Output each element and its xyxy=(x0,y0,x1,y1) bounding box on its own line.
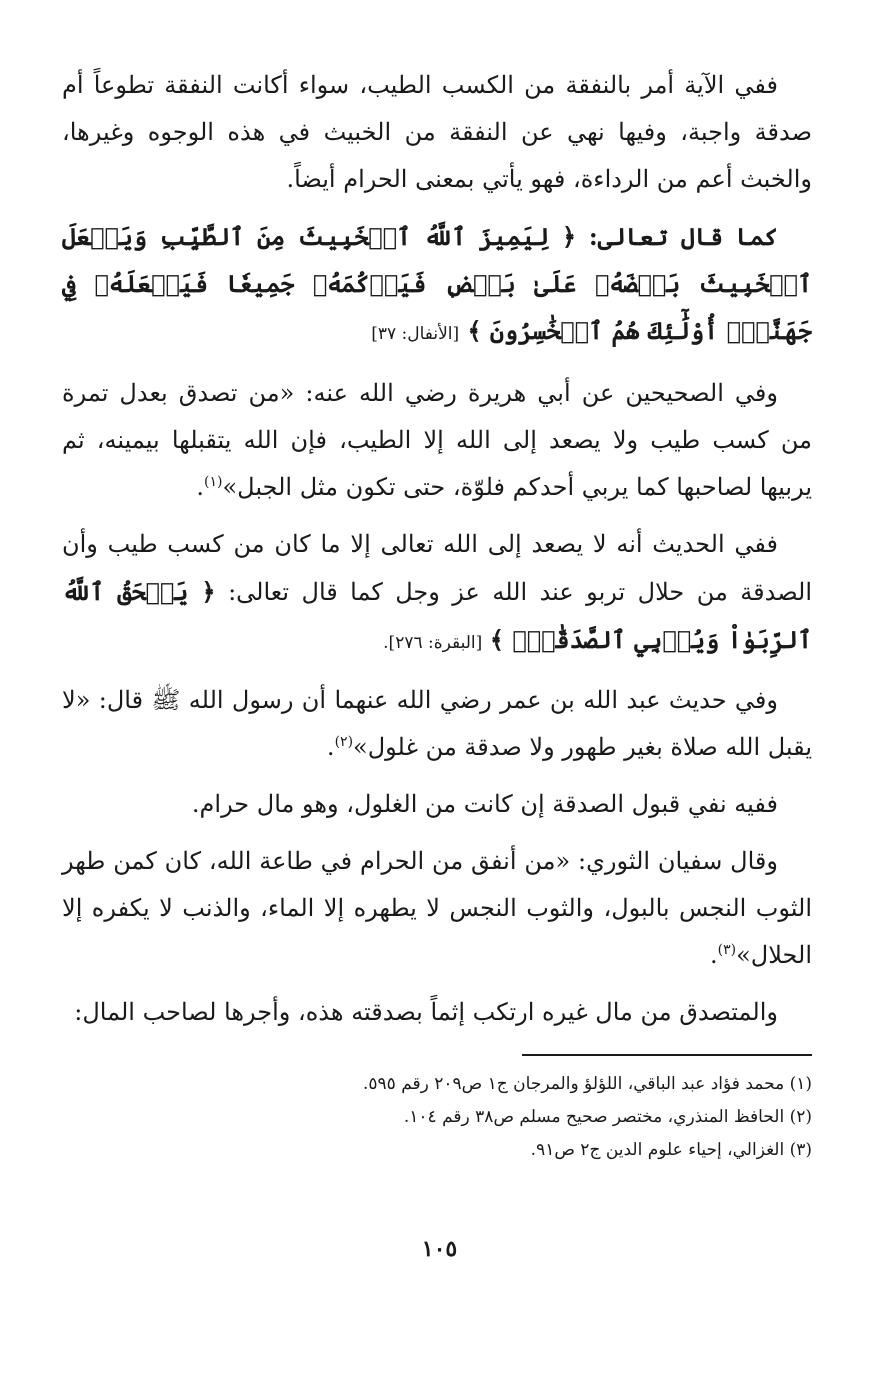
footnote-marker-2: (٢) xyxy=(334,734,354,750)
verse-baqara-reference: [البقرة: ٢٧٦]. xyxy=(383,633,483,653)
verse-baqara-text: ﴿ يَمۡحَقُ ٱللَّهُ ٱلرِّبَوٰاْ وَيُرۡبِي ٱلصَّدَقَٰتِۗ ﴾ xyxy=(62,577,812,654)
verse-reference: [الأنفال: ٣٧] xyxy=(371,324,460,344)
paragraph-1-text: ففي الآية أمر بالنفقة من الكسب الطيب، سواء أكانت النفقة تطوعاً أم صدقة واجبة، وفيها نهي عن النفقة من الخبيث في هذه الوجوه وغيرها، والخبث أعم من الرداءة، فهو يأتي بمعنى الحرام أيضاً. xyxy=(62,71,812,193)
paragraph-commentary xyxy=(62,521,812,667)
sufyan-quote-text: وقال سفيان الثوري: «من أنفق من الحرام في طاعة الله، كان كمن طهر الثوب النجس بالبول، والثوب النجس لا يطهره إلا الماء، والذنب لا يكفره إلا الحلال» xyxy=(62,847,812,969)
paragraph-ghulul xyxy=(62,781,812,828)
footnotes xyxy=(62,1068,812,1167)
quran-verse-anfal xyxy=(62,213,812,358)
footnote-divider xyxy=(522,1054,812,1056)
paragraph-1 xyxy=(62,62,812,203)
footnote-3: (٣) الغزالي، إحياء علوم الدين ج٢ ص٩١. xyxy=(530,1140,812,1160)
footnote-2: (٢) الحافظ المنذري، مختصر صحيح مسلم ص٣٨ رقم ١٠٤. xyxy=(403,1107,812,1127)
paragraph-sufyan: وقال سفيان الثوري: «من أنفق من الحرام في طاعة الله، كان كمن طهر الثوب النجس بالبول، والثوب النجس لا يطهره إلا الماء، والذنب لا يكفره إلا الحلال»$^{(٣)}$. xyxy=(62,847,812,969)
page-number: ١٠٥ xyxy=(421,1236,458,1262)
commentary-text: ففي الحديث أنه لا يصعد إلى الله تعالى إلا ما كان من كسب طيب وأن الصدقة من حلال تربو عند الله عز وجل كما قال تعالى: xyxy=(62,530,812,606)
donor-text: والمتصدق من مال غيره ارتكب إثماً بصدقته هذه، وأجرها لصاحب المال: xyxy=(74,998,778,1026)
page-content xyxy=(62,62,812,1167)
ghulul-text: ففيه نفي قبول الصدقة إن كانت من الغلول، وهو مال حرام. xyxy=(191,790,778,818)
footnote-marker-3: (٣) xyxy=(717,942,737,958)
footnote-marker-1: (١) xyxy=(204,474,223,490)
footnote-1: (١) محمد فؤاد عبد الباقي، اللؤلؤ والمرجان ج١ ص٢٠٩ رقم ٥٩٥. xyxy=(362,1074,812,1094)
paragraph-donor xyxy=(62,989,812,1036)
verse-text: ﴿ لِيَمِيزَ ٱللَّهُ ٱلۡخَبِيثَ مِنَ ٱلطَّيِّبِ وَيَجۡعَلَ ٱلۡخَبِيثَ بَعۡضَهُۥ عَلَىٰ بَعۡضٖ فَيَرۡكُمَهُۥ جَمِيعٗا فَيَجۡعَلَهُۥ فِي جَهَنَّمَۚ أُوْلَٰٓئِكَ هُمُ ٱلۡخَٰسِرُونَ ﴾ xyxy=(62,222,812,345)
verse-intro: كما قال تعالى: xyxy=(588,222,778,251)
hadith-text: وفي الصحيحين عن أبي هريرة رضي الله عنه: «من تصدق بعدل تمرة من كسب طيب ولا يصعد إلى الله إلا الطيب، فإن الله يتقبلها بيمينه، ثم يربيها لصاحبها كما يربي أحدكم فلوّة، حتى تكون مثل الجبل» xyxy=(62,379,812,501)
paragraph-hadith-ibn-umar: وفي حديث عبد الله بن عمر رضي الله عنهما أن رسول الله ﷺ قال: «لا يقبل الله صلاة بغير طهور ولا صدقة من غلول»$^{(٢)}$. xyxy=(62,686,812,761)
hadith-ibn-umar-text: وفي حديث عبد الله بن عمر رضي الله عنهما أن رسول الله ﷺ قال: «لا يقبل الله صلاة بغير طهور ولا صدقة من غلول» xyxy=(62,686,812,761)
paragraph-hadith-abu-hurayra: وفي الصحيحين عن أبي هريرة رضي الله عنه: «من تصدق بعدل تمرة من كسب طيب ولا يصعد إلى الله إلا الطيب، فإن الله يتقبلها بيمينه، ثم يربيها لصاحبها كما يربي أحدكم فلوّة، حتى تكون مثل الجبل»$^{(١)}$. xyxy=(62,379,812,501)
